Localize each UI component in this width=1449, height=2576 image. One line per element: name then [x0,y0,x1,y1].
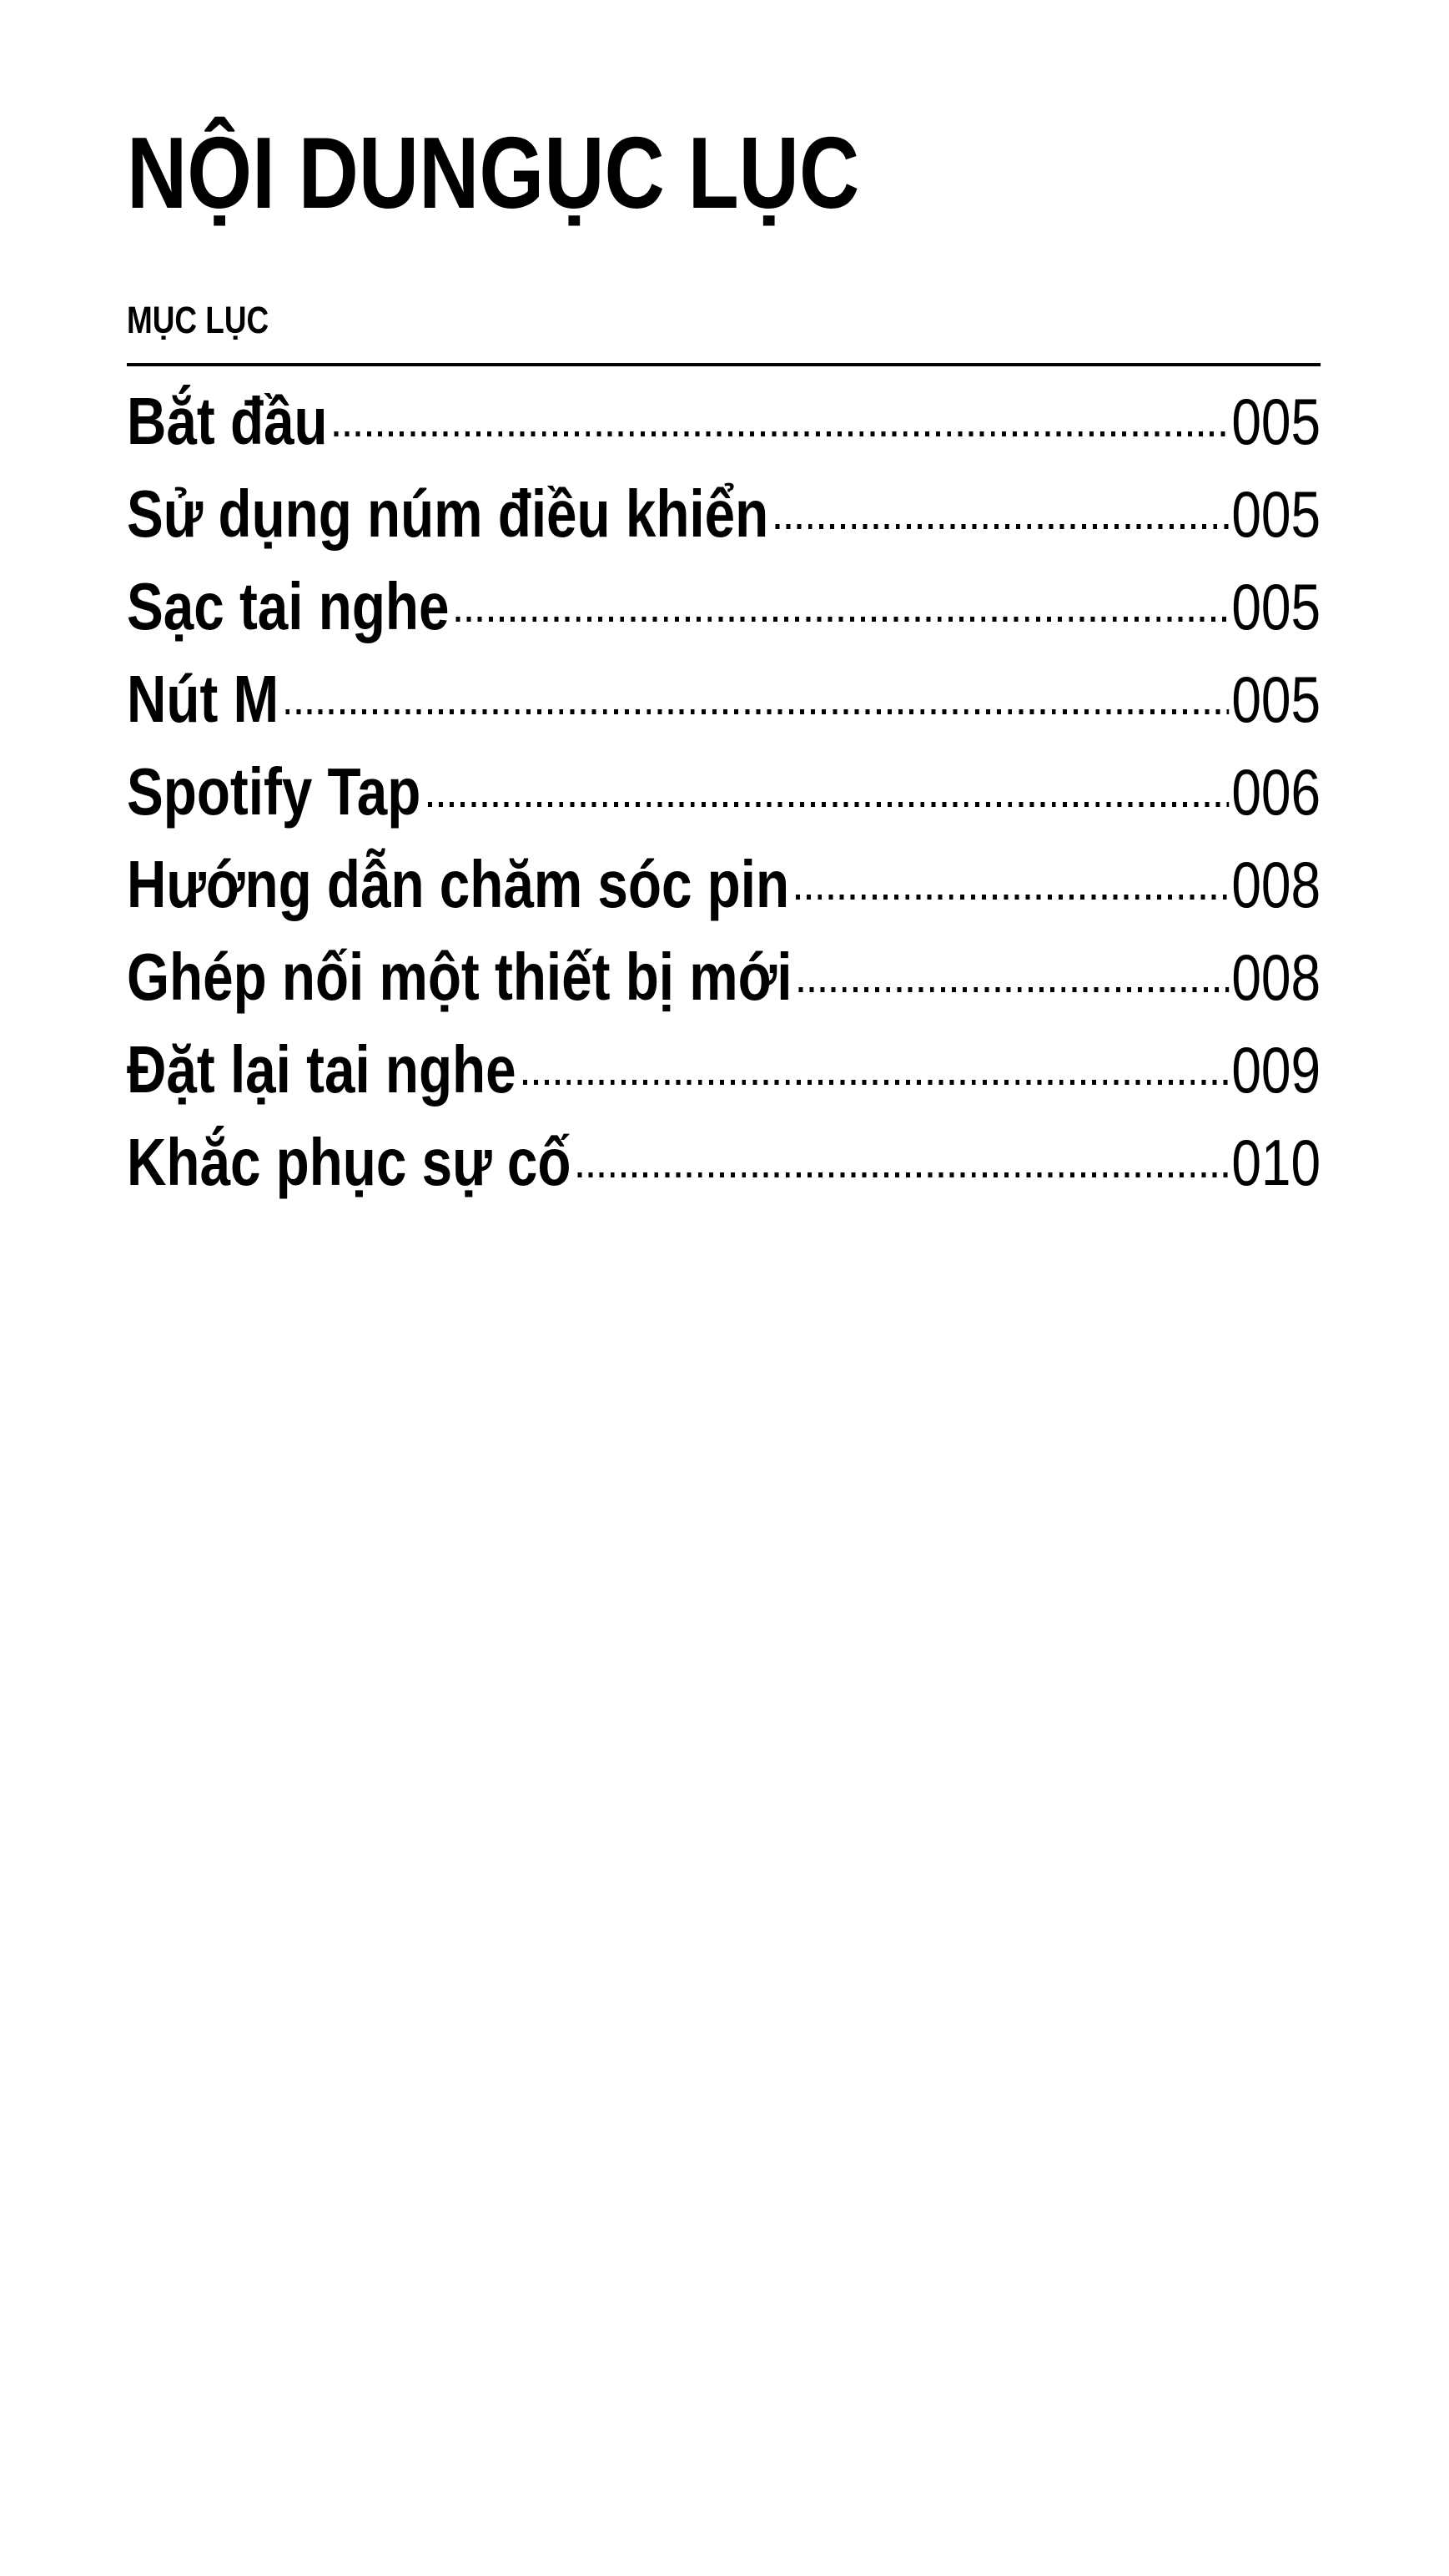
toc-entry-label: Đặt lại tai nghe [127,1032,516,1107]
dot-leader [285,709,1229,714]
toc-entry-label: Khắc phục sự cố [127,1125,571,1199]
toc-entry [127,1116,1321,1208]
toc-entry [127,375,1321,467]
dot-leader [428,802,1230,807]
toc-entry-label: Nút M [127,662,279,736]
divider-rule [127,363,1321,366]
toc-entry-page-number: 005 [1231,570,1321,643]
dot-leader [456,617,1229,622]
toc-entry-label: Sạc tai nghe [127,569,450,643]
toc-entry-label: Bắt đầu [127,384,328,458]
toc-entry [127,838,1321,930]
section-label: MỤC LỤC [127,299,269,341]
toc-entry [127,560,1321,653]
toc-entry-page-number: 008 [1231,940,1321,1014]
toc-entry-page-number: 005 [1231,477,1321,551]
page-title: NỘI DUNGỤC LỤC [127,116,860,229]
dot-leader [799,987,1229,992]
toc-entry [127,467,1321,560]
toc-entry-label: Ghép nối một thiết bị mới [127,940,792,1014]
toc-entry-page-number: 005 [1231,385,1321,458]
toc-entry [127,745,1321,838]
dot-leader [796,895,1229,900]
toc-entry-page-number: 009 [1231,1033,1321,1107]
dot-leader [578,1172,1229,1177]
toc-entry-label: Spotify Tap [127,754,421,829]
dot-leader [523,1080,1229,1085]
toc-entry [127,930,1321,1023]
toc-entry-page-number: 008 [1231,848,1321,921]
toc-entry-label: Sử dụng núm điều khiển [127,476,769,551]
toc-entry [127,1023,1321,1116]
dot-leader [335,431,1229,436]
toc-entry [127,653,1321,745]
toc-entry-page-number: 006 [1231,755,1321,829]
toc-entry-page-number: 010 [1231,1126,1321,1199]
toc-entry-label: Hướng dẫn chăm sóc pin [127,847,790,921]
dot-leader [775,524,1229,529]
toc-list [127,375,1321,1208]
toc-entry-page-number: 005 [1231,663,1321,736]
